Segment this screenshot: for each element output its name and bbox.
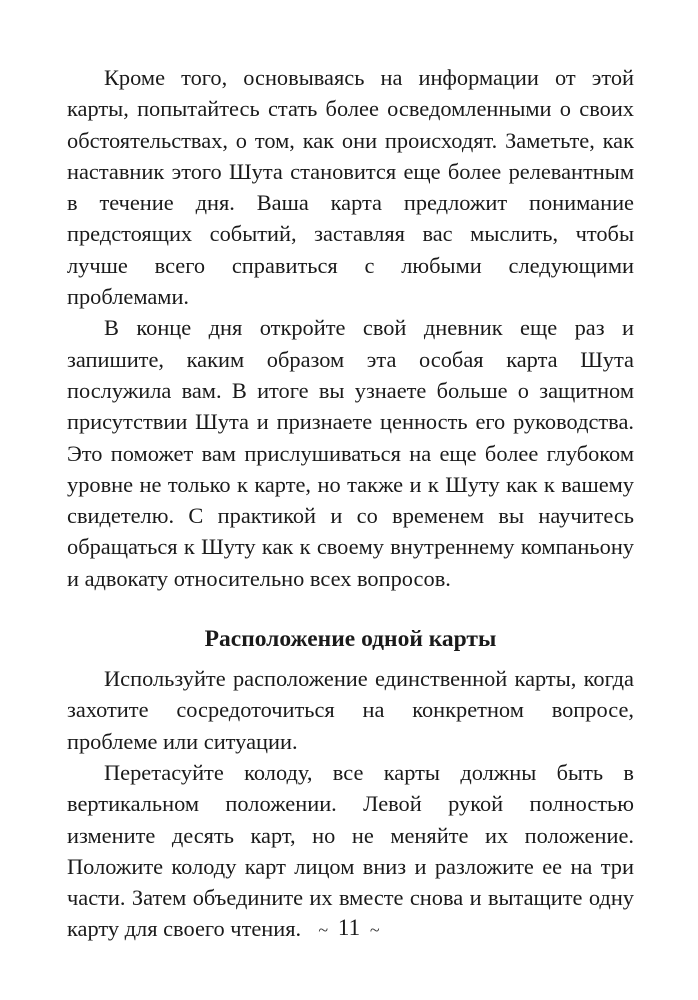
body-paragraph: Перетасуйте колоду, все карты должны быть в вертикальном положении. Левой рукой полностью измените десять карт, но не меняйте их положение. Положите колоду карт лицом вниз и разложите ее на три части. Затем объедините их вместе снова и вытащите одну карту для своего чтения. [67,759,634,942]
page-folio [0,913,698,945]
page-body [67,62,634,945]
folio-ornament-left: ~ [318,919,329,940]
body-paragraph: Используйте расположение единственной карты, когда захотите сосредоточиться на конкретном вопросе, проблеме или ситуации. [67,666,634,754]
body-paragraph: Кроме того, основываясь на информации от этой карты, попытайтесь стать более осведомленными о своих обстоятельствах, о том, как они происходят. Заметьте, как наставник этого Шута становится еще более релевантным в течение дня. Ваша карта предложит понимание предстоящих событий, заставляя вас мыслить, чтобы лучше всего справиться с любыми следующими проблемами. [67,65,634,310]
page-number: 11 [337,915,361,940]
section-heading: Расположение одной карты [204,626,497,653]
body-paragraph: В конце дня откройте свой дневник еще раз и запишите, каким образом эта особая карта Шута послужила вам. В итоге вы узнаете больше о защитном присутствии Шута и признаете ценность его руководства. Это поможет вам прислушиваться на еще более глубоком уровне не только к карте, но также и к Шуту как к вашему свидетелю. С практикой и со временем вы научитесь обращаться к Шуту как к своему внутреннему компаньону и адвокату относительно всех вопросов. [67,315,634,591]
folio-ornament-right: ~ [369,919,380,940]
